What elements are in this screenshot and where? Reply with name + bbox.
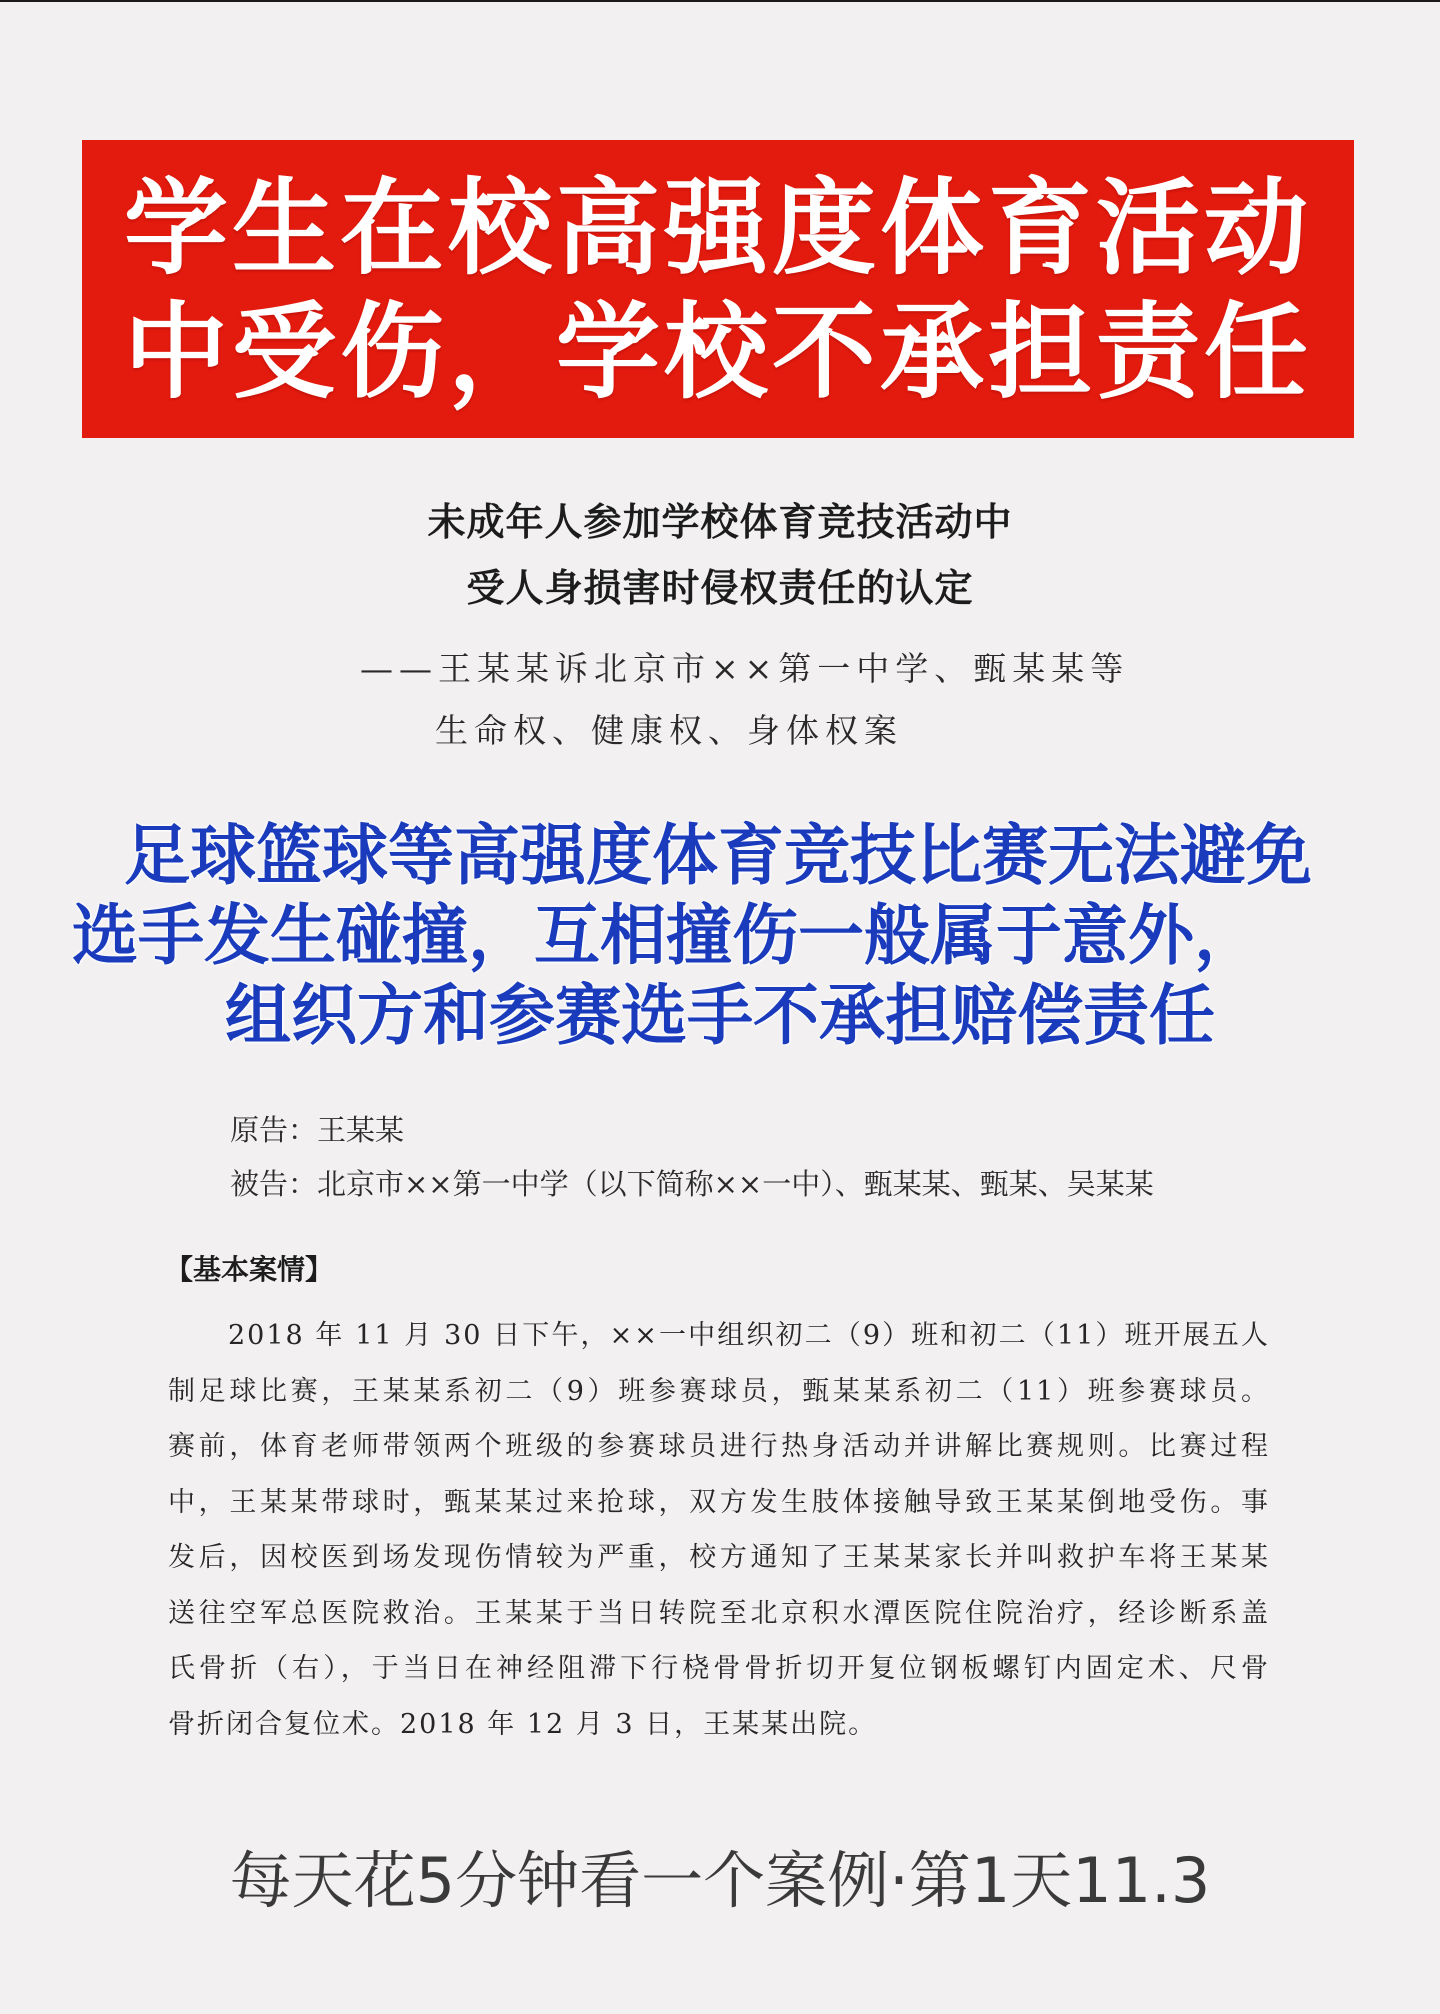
defendant-line: 被告：北京市××第一中学（以下简称××一中）、甄某某、甄某、吴某某 — [230, 1167, 1154, 1201]
plaintiff-line: 原告：王某某 — [230, 1113, 405, 1147]
highlight-line-3: 组织方和参赛选手不承担赔偿责任 — [225, 977, 1215, 1054]
paragraph-line: 2018 年 11 月 30 日下午，××一中组织初二（9）班和初二（11）班开展五人 — [228, 1320, 1270, 1351]
paragraph-line: 骨折闭合复位术。2018 年 12 月 3 日，王某某出院。 — [168, 1708, 878, 1740]
headline-line-1: 学生在校高强度体育活动 — [123, 167, 1312, 289]
paragraph-line: 氏骨折（右），于当日在神经阻滞下行桡骨骨折切开复位钢板螺钉内固定术、尺骨 — [168, 1653, 1270, 1684]
paragraph-line: 赛前，体育老师带领两个班级的参赛球员进行热身活动并讲解比赛规则。比赛过程 — [168, 1431, 1270, 1462]
paragraph-line: 中，王某某带球时，甄某某过来抢球，双方发生肢体接触导致王某某倒地受伤。事 — [168, 1486, 1270, 1518]
document-title-line-2: 受人身损害时侵权责任的认定 — [466, 565, 974, 610]
headline-banner — [82, 140, 1354, 438]
case-subtitle-line-2: 生命权、健康权、身体权案 — [435, 711, 903, 750]
section-heading-basic-facts: 【基本案情】 — [165, 1253, 334, 1286]
highlight-line-2: 选手发生碰撞，互相撞伤一般属于意外， — [72, 897, 1260, 974]
document-title-line-1: 未成年人参加学校体育竞技活动中 — [427, 499, 1013, 544]
paragraph-line: 发后，因校医到场发现伤情较为严重，校方通知了王某某家长并叫救护车将王某某 — [168, 1542, 1270, 1573]
basic-facts-paragraph — [168, 1316, 1270, 1760]
footer-caption: 每天花5分钟看一个案例·第1天11.3 — [229, 1844, 1211, 1917]
top-border — [0, 0, 1440, 2]
highlight-line-1: 足球篮球等高强度体育竞技比赛无法避免 — [124, 817, 1312, 894]
case-subtitle-line-1: ——王某某诉北京市××第一中学、甄某某等 — [360, 649, 1130, 688]
headline-line-2: 中受伤，学校不承担责任 — [123, 291, 1312, 413]
paragraph-line: 制足球比赛，王某某系初二（9）班参赛球员，甄某某系初二（11）班参赛球员。 — [168, 1375, 1270, 1407]
paragraph-line: 送往空军总医院救治。王某某于当日转院至北京积水潭医院住院治疗，经诊断系盖 — [168, 1597, 1270, 1629]
